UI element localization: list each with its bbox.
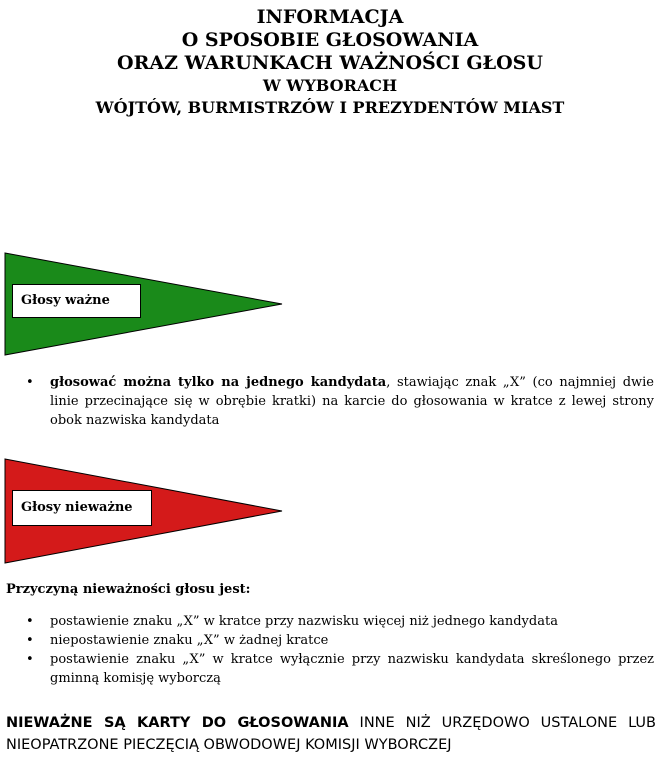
title-line-2: O SPOSOBIE GŁOSOWANIA bbox=[181, 29, 479, 51]
valid-rule-bold: głosować można tylko na jednego kandydata bbox=[50, 375, 387, 390]
invalid-votes-pennant bbox=[4, 458, 284, 564]
title-line-4: W WYBORACH bbox=[262, 76, 398, 95]
list-item: • postawienie znaku „X” w kratce wyłącznie przy nazwisku kandydata skreślonego przez gminną komisję wyborczą bbox=[26, 650, 654, 688]
valid-votes-label: Głosy ważne bbox=[12, 284, 141, 318]
invalid-cause-heading: Przyczyną nieważności głosu jest: bbox=[6, 582, 251, 597]
valid-rule-text: , stawiając znak „X” (co najmniej dwie linie przecinające się w obrębie kratki) na karcie do głosowania w kratce z lewej strony obok nazwiska kandydata bbox=[50, 375, 655, 428]
document-title bbox=[0, 6, 660, 119]
title-line-5: WÓJTÓW, BURMISTRZÓW I PREZYDENTÓW MIAST bbox=[95, 98, 565, 117]
list-item bbox=[26, 373, 654, 430]
footer-notice-text: INNE NIŻ URZĘDOWO USTALONE LUB NIEOPATRZONE PIECZĘCIĄ OBWODOWEJ KOMISJI WYBORCZEJ bbox=[6, 715, 656, 753]
list-item: • postawienie znaku „X” w kratce przy nazwisku więcej niż jednego kandydata bbox=[26, 612, 654, 631]
invalid-votes-label: Głosy nieważne bbox=[12, 490, 152, 526]
valid-votes-list bbox=[26, 373, 654, 430]
invalid-votes-list bbox=[26, 612, 654, 688]
footer-notice bbox=[6, 712, 656, 756]
footer-notice-bold: NIEWAŻNE SĄ KARTY DO GŁOSOWANIA bbox=[6, 715, 349, 731]
title-line-3: ORAZ WARUNKACH WAŻNOŚCI GŁOSU bbox=[117, 52, 543, 74]
title-line-1: INFORMACJA bbox=[256, 6, 404, 28]
list-item: • niepostawienie znaku „X” w żadnej kratce bbox=[26, 631, 654, 650]
valid-votes-pennant bbox=[4, 252, 284, 356]
